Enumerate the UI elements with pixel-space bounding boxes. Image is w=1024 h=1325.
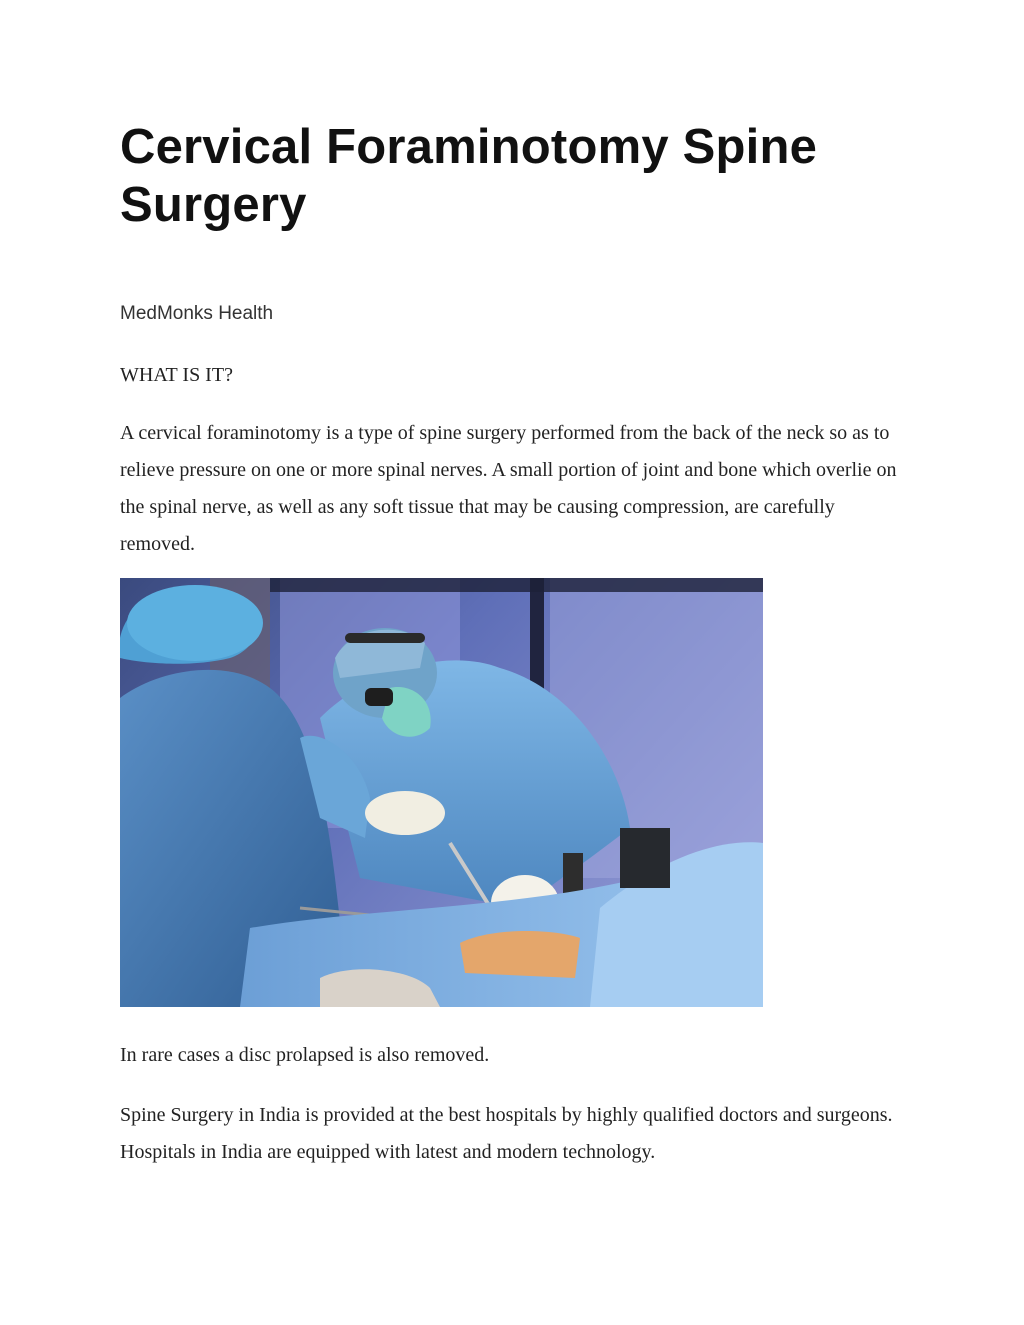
page-title: Cervical Foraminotomy Spine Surgery bbox=[120, 120, 818, 232]
rare-cases-paragraph: In rare cases a disc prolapsed is also removed. bbox=[120, 1044, 490, 1066]
intro-paragraph: A cervical foraminotomy is a type of spine surgery performed from the back of the neck so as to relieve pressure on one or more spinal nerves. A small portion of joint and bone which overlie on the spinal nerve, as well as any soft tissue that may be causing compression, are carefully removed. bbox=[120, 422, 897, 555]
section-heading: WHAT IS IT? bbox=[120, 364, 233, 386]
author-name: MedMonks Health bbox=[120, 303, 274, 324]
india-hospitals-paragraph: Spine Surgery in India is provided at the best hospitals by highly qualified doctors and surgeons. Hospitals in India are equipped with latest and modern technology. bbox=[120, 1104, 893, 1163]
surgery-photo bbox=[120, 578, 763, 1007]
